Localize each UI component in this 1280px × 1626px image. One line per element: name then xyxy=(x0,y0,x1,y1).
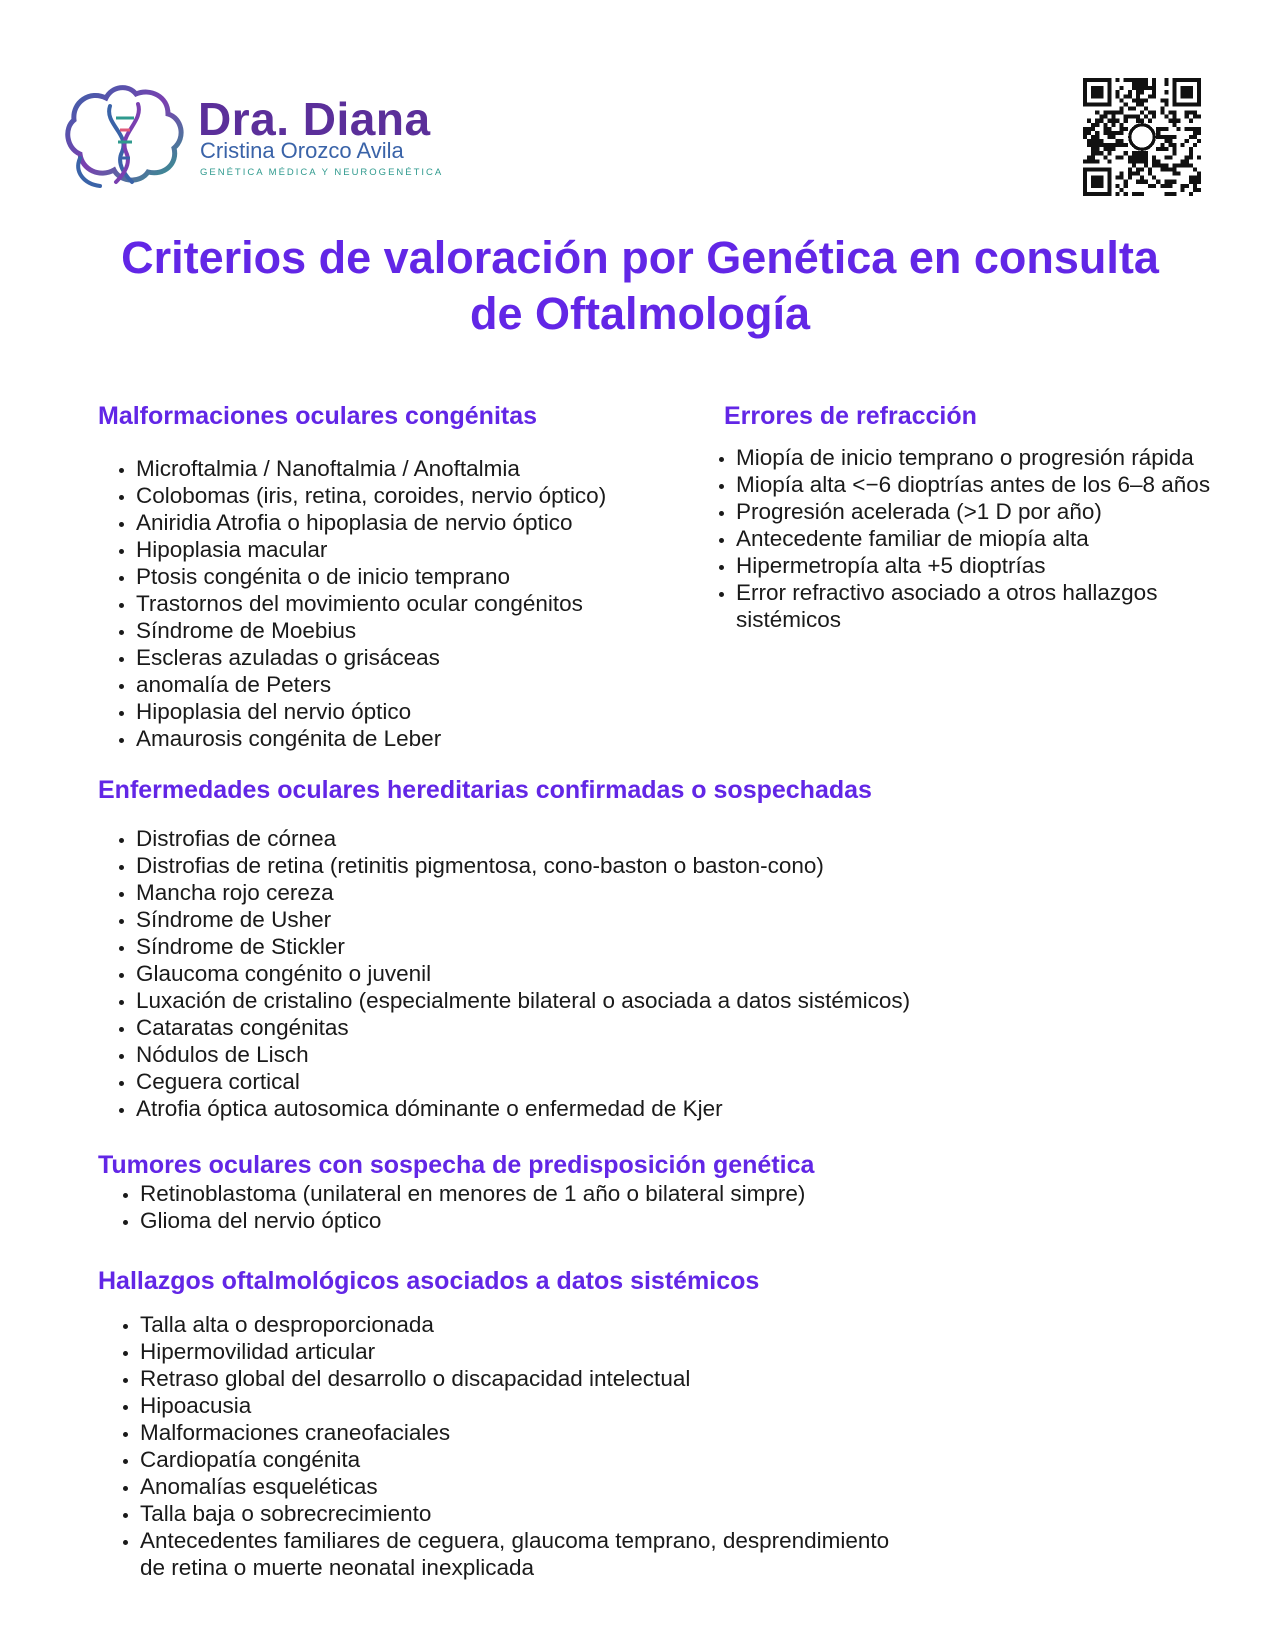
list-item: • Distrofias de retina (retinitis pigmentosa, cono-baston o baston-cono) xyxy=(136,852,1186,879)
list-malformaciones xyxy=(98,455,716,752)
list-item: • Hipoplasia macular xyxy=(136,536,716,563)
list-item: • Síndrome de Moebius xyxy=(136,617,716,644)
list-item: • Talla alta o desproporcionada xyxy=(140,1311,900,1338)
list-sistemicos xyxy=(102,1311,900,1581)
list-item: • Luxación de cristalino (especialmente bilateral o asociada a datos sistémicos) xyxy=(136,987,1186,1014)
list-item: • Hipoplasia del nervio óptico xyxy=(136,698,716,725)
list-item: • Talla baja o sobrecrecimiento xyxy=(140,1500,900,1527)
logo xyxy=(60,80,460,195)
list-item: • Retraso global del desarrollo o discapacidad intelectual xyxy=(140,1365,900,1392)
section-title-tumores: Tumores oculares con sospecha de predisposición genética xyxy=(98,1151,815,1179)
list-item: • Atrofia óptica autosomica dóminante o enfermedad de Kjer xyxy=(136,1095,1186,1122)
list-item: • Retinoblastoma (unilateral en menores de 1 año o bilateral simpre) xyxy=(140,1180,1140,1207)
section-title-malformaciones: Malformaciones oculares congénitas xyxy=(98,402,538,430)
list-item: • Distrofias de córnea xyxy=(136,825,1186,852)
list-item: • Microftalmia / Nanoftalmia / Anoftalmia xyxy=(136,455,716,482)
list-item: • Antecedentes familiares de ceguera, glaucoma temprano, desprendimiento de retina o muerte neonatal inexplicada xyxy=(140,1527,900,1581)
list-hereditarias xyxy=(98,825,1186,1122)
list-item: • Cataratas congénitas xyxy=(136,1014,1186,1041)
list-item: • Síndrome de Usher xyxy=(136,906,1186,933)
list-item: • Malformaciones craneofaciales xyxy=(140,1419,900,1446)
list-item: • Glioma del nervio óptico xyxy=(140,1207,1140,1234)
list-item: • Antecedente familiar de miopía alta xyxy=(736,525,1226,552)
list-item: • Nódulos de Lisch xyxy=(136,1041,1186,1068)
list-item: • Escleras azuladas o grisáceas xyxy=(136,644,716,671)
list-item: • Mancha rojo cereza xyxy=(136,879,1186,906)
list-item: • Miopía de inicio temprano o progresión rápida xyxy=(736,444,1226,471)
list-tumores xyxy=(102,1180,1140,1234)
list-item: • Hipermovilidad articular xyxy=(140,1338,900,1365)
list-item: • Síndrome de Stickler xyxy=(136,933,1186,960)
list-item: • Hipermetropía alta +5 dioptrías xyxy=(736,552,1226,579)
logo-name: Dra. Diana xyxy=(198,93,431,145)
list-refraccion xyxy=(698,444,1226,633)
section-title-sistemicos: Hallazgos oftalmológicos asociados a datos sistémicos xyxy=(98,1267,760,1295)
section-title-refraccion: Errores de refracción xyxy=(724,402,977,430)
list-item: • Trastornos del movimiento ocular congénitos xyxy=(136,590,716,617)
list-item: • Miopía alta <−6 dioptrías antes de los 6–8 años xyxy=(736,471,1226,498)
list-item: • Anomalías esqueléticas xyxy=(140,1473,900,1500)
list-item: • Glaucoma congénito o juvenil xyxy=(136,960,1186,987)
list-item: • anomalía de Peters xyxy=(136,671,716,698)
qr-code-icon[interactable] xyxy=(1083,78,1201,196)
section-title-hereditarias: Enfermedades oculares hereditarias confirmadas o sospechadas xyxy=(98,776,872,804)
logo-tagline: GENÉTICA MÉDICA Y NEUROGENÉTICA xyxy=(200,167,444,178)
list-item: • Error refractivo asociado a otros hallazgos sistémicos xyxy=(736,579,1226,633)
list-item: • Hipoacusia xyxy=(140,1392,900,1419)
list-item: • Cardiopatía congénita xyxy=(140,1446,900,1473)
list-item: • Ceguera cortical xyxy=(136,1068,1186,1095)
header xyxy=(0,0,1280,210)
list-item: • Progresión acelerada (>1 D por año) xyxy=(736,498,1226,525)
list-item: • Amaurosis congénita de Leber xyxy=(136,725,716,752)
list-item: • Colobomas (iris, retina, coroides, nervio óptico) xyxy=(136,482,716,509)
brain-dna-icon xyxy=(60,80,188,195)
page-title: Criterios de valoración por Genética en consulta de Oftalmología xyxy=(121,232,1159,339)
list-item: • Aniridia Atrofia o hipoplasia de nervio óptico xyxy=(136,509,716,536)
logo-subtitle: Cristina Orozco Avila xyxy=(200,138,404,163)
list-item: • Ptosis congénita o de inicio temprano xyxy=(136,563,716,590)
